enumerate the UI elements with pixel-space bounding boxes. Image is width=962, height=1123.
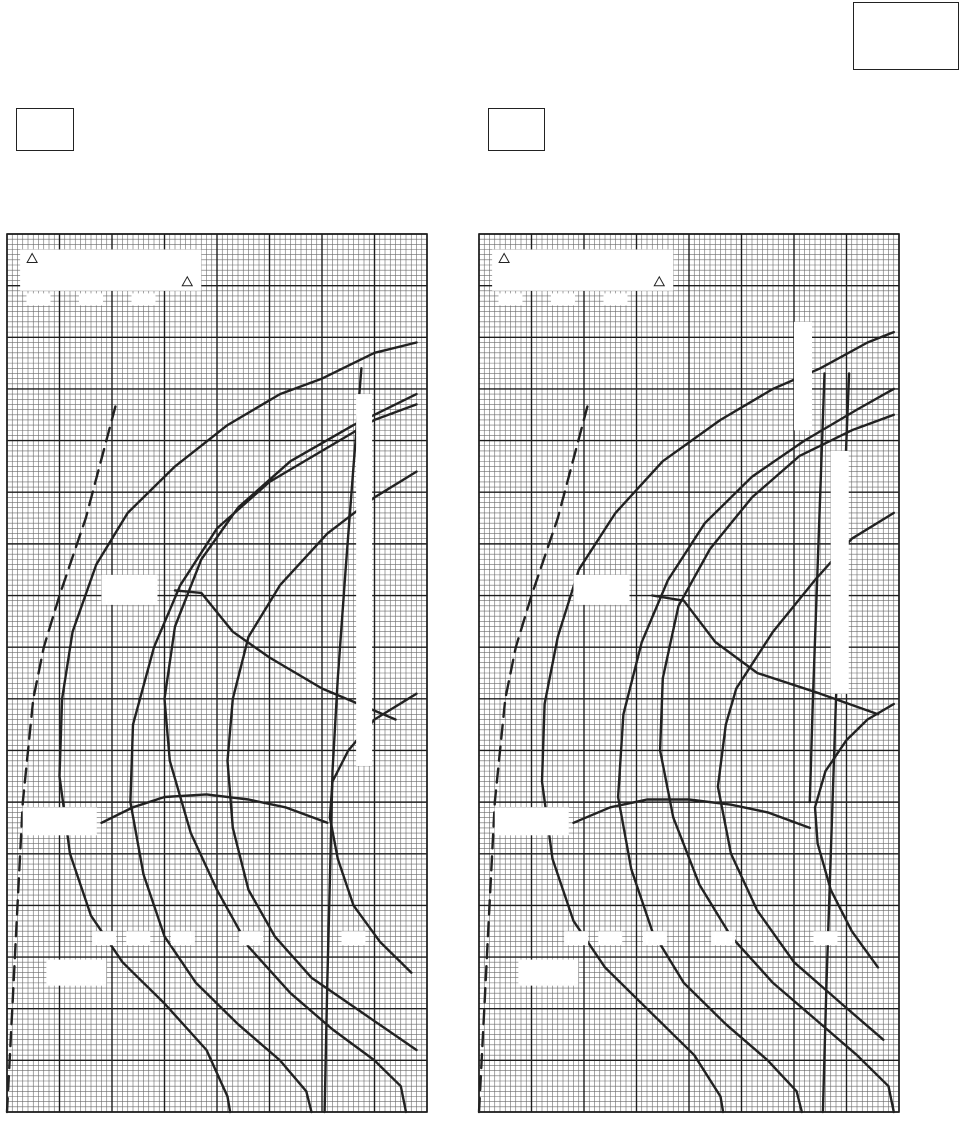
curve-label-patch bbox=[814, 931, 838, 945]
callout-patch bbox=[495, 807, 569, 835]
value-strip bbox=[794, 322, 812, 430]
scale-label-patch bbox=[604, 293, 628, 305]
legend bbox=[492, 249, 673, 290]
series-line bbox=[815, 704, 894, 967]
callout-patch bbox=[518, 960, 578, 986]
curve-label-patch bbox=[598, 931, 622, 945]
scale-label-patch bbox=[551, 293, 575, 305]
curve-label-patch bbox=[564, 931, 588, 945]
series-line bbox=[574, 800, 810, 828]
series-line bbox=[810, 373, 825, 802]
curve-label-patch bbox=[711, 931, 735, 945]
callout-patch bbox=[574, 575, 630, 605]
curve-label-patch bbox=[643, 931, 667, 945]
value-strip bbox=[831, 451, 849, 694]
series-line bbox=[660, 415, 894, 1112]
scale-label-patch bbox=[499, 293, 523, 305]
